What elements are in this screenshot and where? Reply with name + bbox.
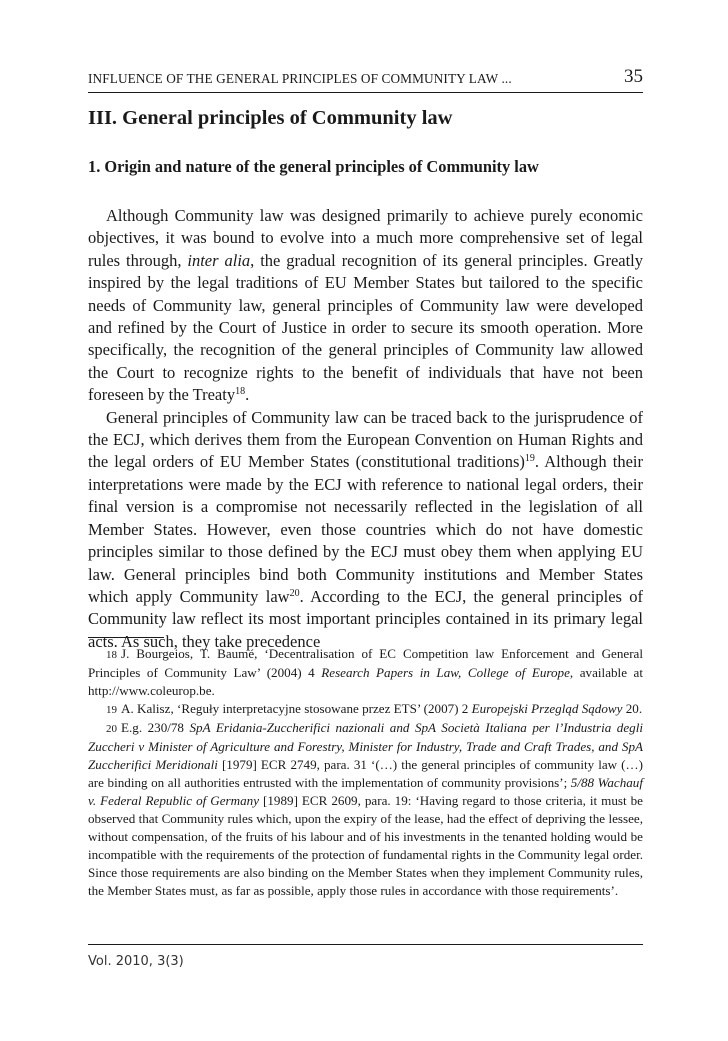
footnote-italic: Research Papers in Law, College of Europe (321, 665, 570, 680)
paragraph-text: . According to the ECJ, the general principles of Community law reflect its most important principles contained in its primary legal acts. As such, they take precedence (88, 586, 643, 651)
footnote-19 (88, 700, 643, 719)
footnote-number: 18 (106, 649, 117, 661)
footnote-ref-20[interactable]: 20 (289, 587, 300, 599)
footnotes (88, 645, 643, 900)
paragraph-1 (88, 205, 643, 407)
footnote-text: A. Kalisz, ‘Reguły interpretacyjne stosowane przez ETS’ (2007) 2 (121, 701, 472, 716)
footnote-text: E.g. 230/78 (121, 720, 190, 735)
paragraph-text: . (245, 385, 250, 405)
page-number: 35 (624, 66, 643, 87)
journal-volume: Vol. 2010, 3(3) (88, 954, 184, 969)
paragraph-text: Although Community law was designed primarily to achieve purely economic objectives, it was bound to evolve into a much more comprehensive set of legal rules through, (88, 206, 643, 270)
footnote-number: 19 (106, 704, 117, 716)
body-text (88, 205, 643, 653)
paragraph-2 (88, 407, 643, 653)
footnote-ref-19[interactable]: 19 (524, 453, 535, 465)
emphasis-text: inter alia (187, 250, 251, 270)
footnote-text: , available at http://www.coleurop.be. (88, 665, 643, 698)
footnote-18 (88, 645, 643, 700)
footnote-text: J. Bourgeios, T. Baumé, ‘Decentralisation of EC Competition law Enforcement and General Principles of Community Law’ (2004) 4 (88, 646, 643, 680)
footnote-number: 20 (106, 723, 117, 735)
footnote-italic: Europejski Przegląd Sądowy (471, 701, 623, 716)
paragraph-text: General principles of Community law can be traced back to the jurisprudence of the ECJ, which derives them from the European Convention on Human Rights and the legal orders of EU Member States (constitutional traditions) (88, 407, 643, 472)
footnote-20 (88, 719, 643, 900)
footnote-text: 20. (622, 701, 643, 716)
running-header (88, 66, 643, 93)
section-heading: III. General principles of Community law (88, 107, 453, 129)
paragraph-text: , the gradual recognition of its general principles. Greatly inspired by the legal traditions of EU Member States but tailored to the specific needs of Community law, general principles of Community law were developed and refined by the Court of Justice in order to secure its smooth operation. More specifically, the recognition of the general principles of Community law allowed the Court to recognize rights to the benefit of individuals that have not been foreseen by the Treaty (88, 250, 644, 405)
running-title: INFLUENCE OF THE GENERAL PRINCIPLES OF COMMUNITY LAW ... (88, 71, 512, 86)
subsection-heading: 1. Origin and nature of the general principles of Community law (88, 157, 539, 176)
footnote-ref-18[interactable]: 18 (235, 386, 246, 398)
footnote-text: [1989] ECR 2609, para. 19: ‘Having regard to those criteria, it must be observed that Community rules which, upon the expiry of the lease, had the effect of depriving the lessee, without compensation, of the fruits of his labour and of his investments in the tenanted holding would be incompatible with the requirements of the protection of fundamental rights in the Community legal order. Since those requirements are also binding on the Member States when they implement Community rules, the Member States must, as far as possible, apply those rules in accordance with those requirements’. (88, 793, 643, 898)
footnote-text: [1979] ECR 2749, para. 31 ‘(…) the general principles of community law (…) are binding on all authorities entrusted with the implementation of community provisions’; (88, 757, 643, 790)
footnote-italic: SpA Eridania-Zuccherifici nazionali and SpA Società Italiana per l’Industria degli Zuccheri v Minister of Agriculture and Forestry, Minister for Industry, Trade and Craft Trades, and SpA Zuccherifici Meridionali (88, 720, 643, 772)
paragraph-text: . Although their interpretations were made by the ECJ with reference to national legal orders, their final version is a compromise not necessarily reflected in the legislation of all Member States. However, even those countries which do not have domestic principles similar to those defined by the ECJ must obey them when applying EU law. General principles bind both Community institutions and Member States which apply Community law (88, 452, 643, 606)
footer-divider (88, 944, 643, 945)
footnote-divider (88, 637, 164, 638)
footnote-italic: 5/88 Wachauf v. Federal Republic of Germany (88, 775, 643, 808)
